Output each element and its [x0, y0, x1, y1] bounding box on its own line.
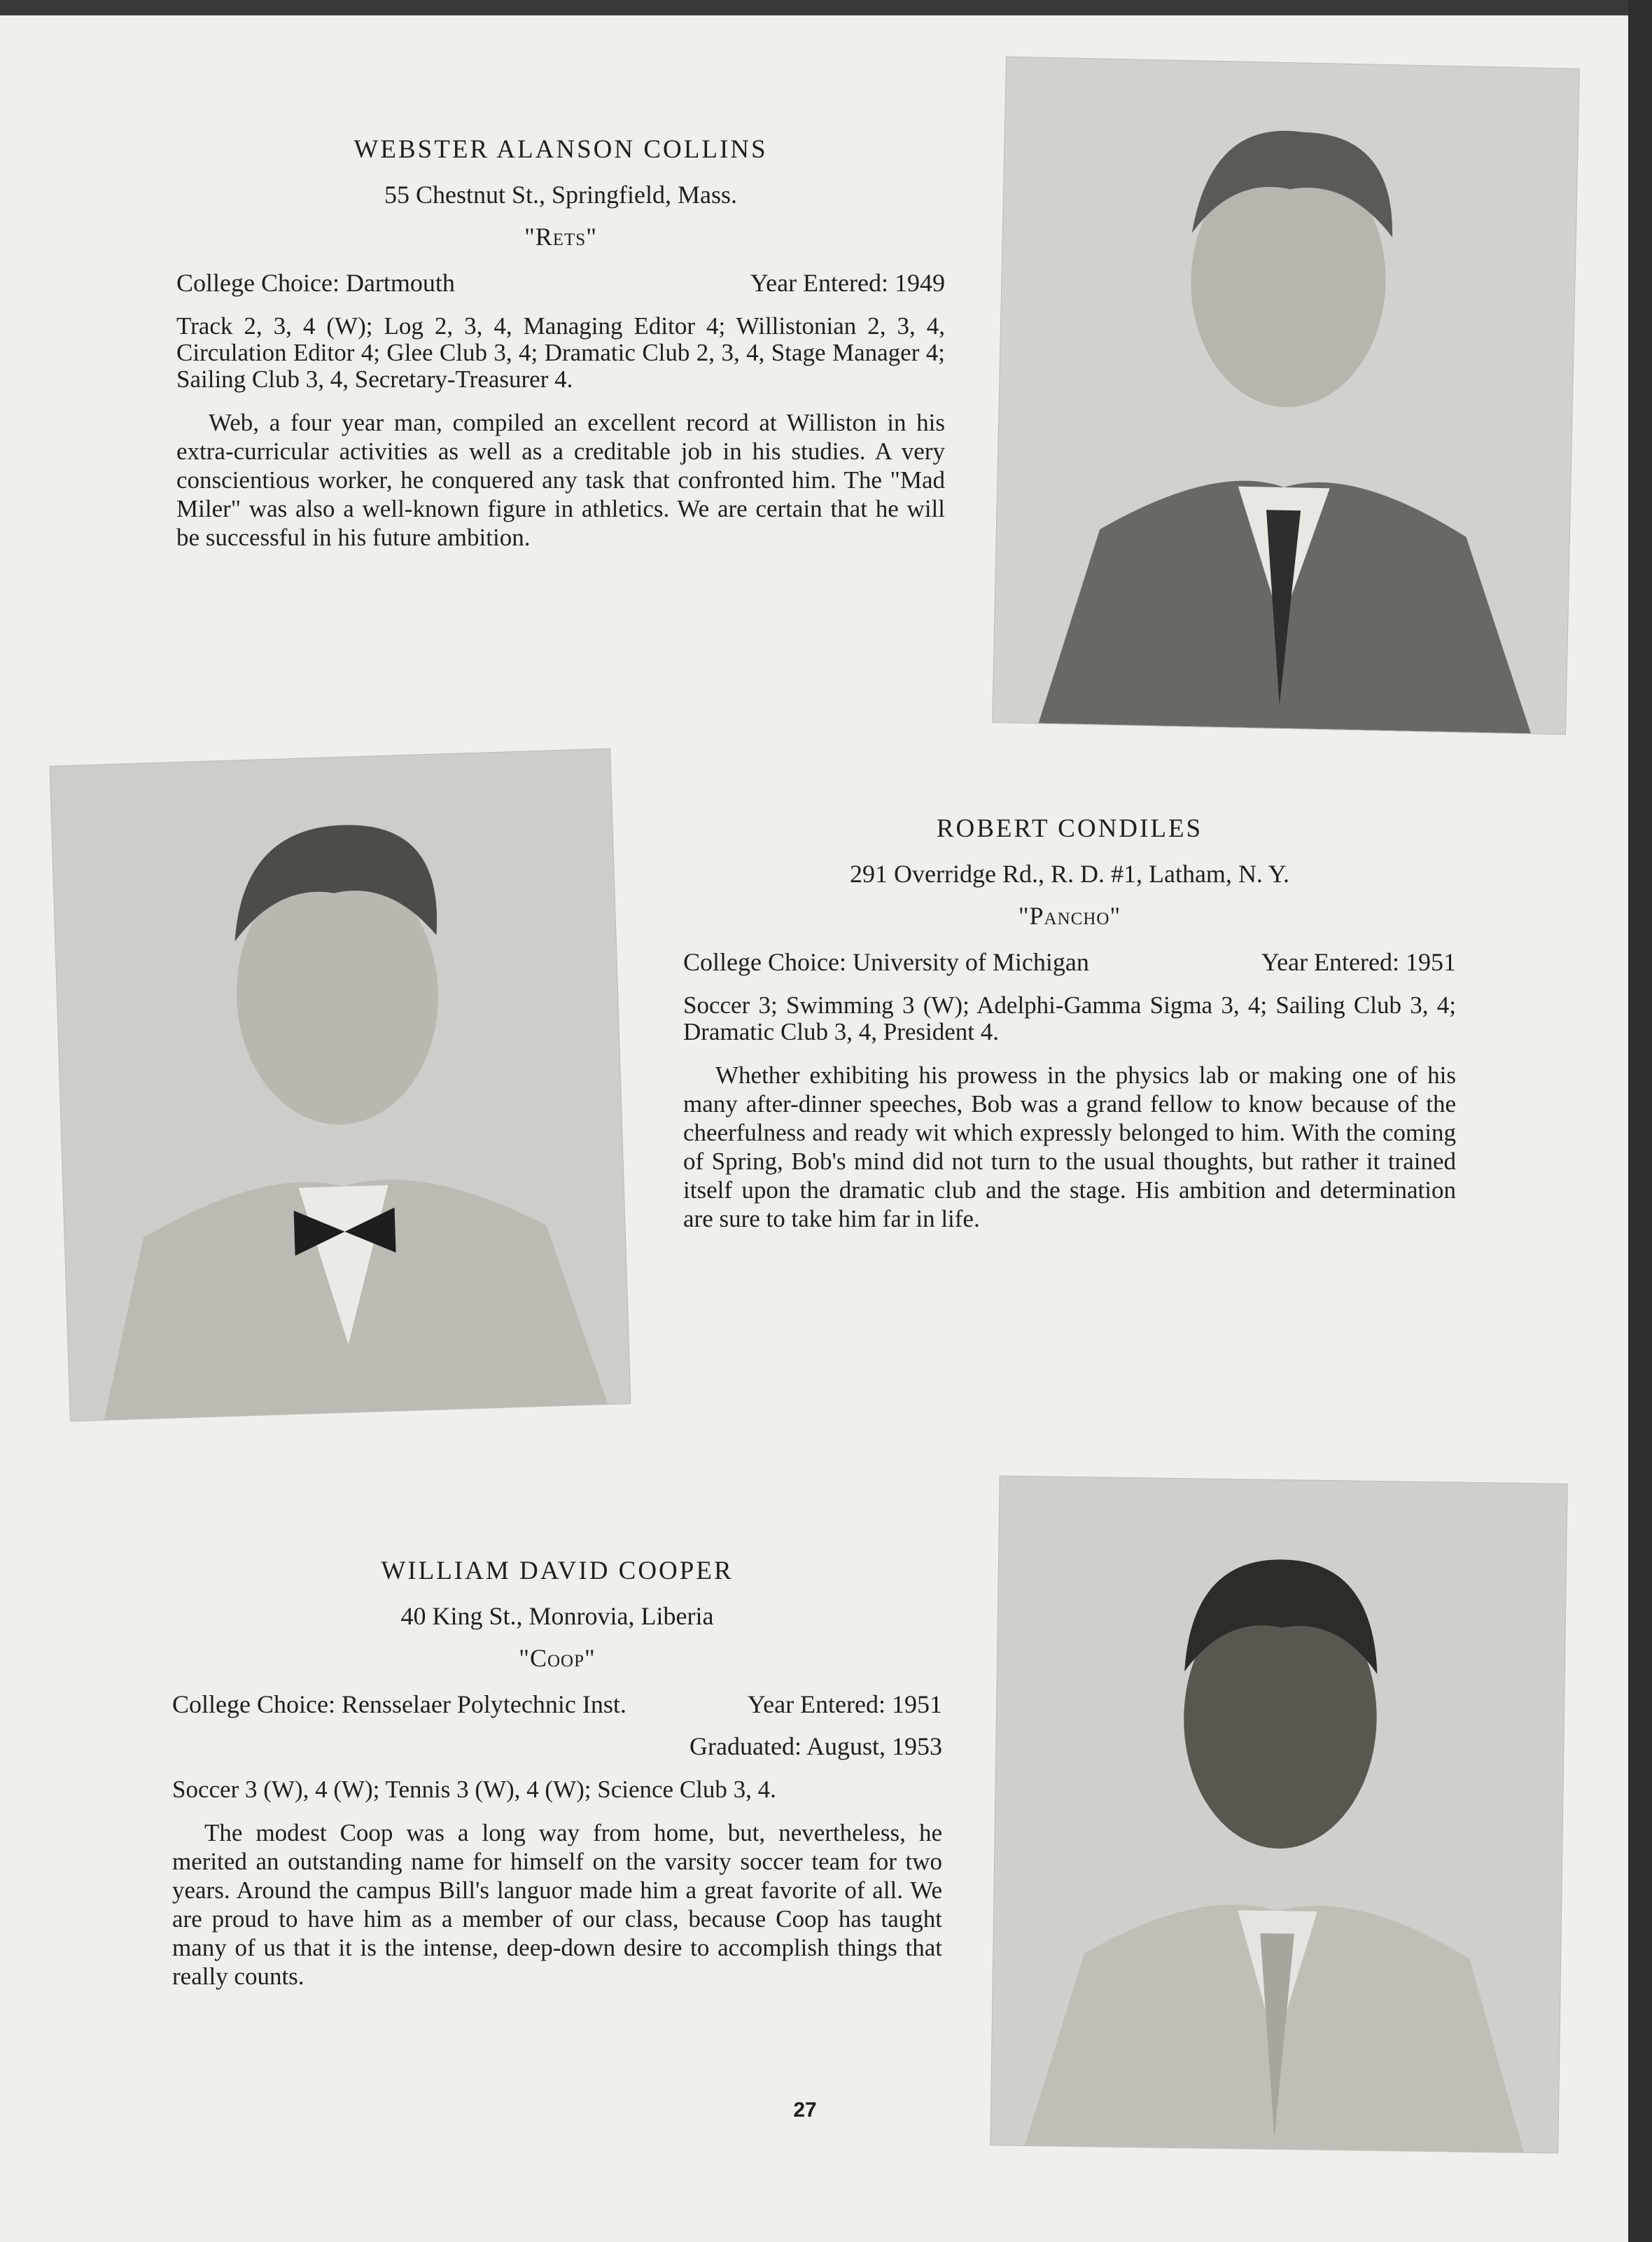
biography-paragraph: The modest Coop was a long way from home, but, nevertheless, he merited an outstanding name for himself on the varsity soccer team for two years. Around the campus Bill's languor made him a great favorite of all. We are proud to have him as a member of our class, because Coop has taught many of us that it is the intense, deep-down desire to accomplish things that really counts.: [172, 1819, 942, 1990]
college-year-row: [683, 947, 1456, 977]
activities: Soccer 3 (W), 4 (W); Tennis 3 (W), 4 (W); Science Club 3, 4.: [172, 1776, 776, 1803]
senior-portrait-photo: [993, 57, 1579, 734]
portrait-photo-icon: [993, 57, 1579, 734]
college-year-row: [172, 1690, 942, 1719]
senior-address: 291 Overridge Rd., R. D. #1, Latham, N. Y.: [850, 860, 1289, 888]
scan-right-edge: [1628, 0, 1652, 2242]
senior-entry-cooper: [172, 1556, 942, 1991]
scan-top-edge: [0, 0, 1652, 15]
activities: Track 2, 3, 4 (W); Log 2, 3, 4, Managing Editor 4; Willistonian 2, 3, 4, Circulation Editor 4; Glee Club 3, 4; Dramatic Club 2, 3, 4, Stage Manager 4; Sailing Club 3, 4, Secretary-Treasurer 4.: [176, 312, 945, 393]
senior-address: 55 Chestnut St., Springfield, Mass.: [384, 181, 738, 209]
senior-portrait-photo: [50, 749, 631, 1421]
graduated-date: Graduated: August, 1953: [690, 1732, 942, 1760]
college-choice: College Choice: University of Michigan: [683, 948, 1089, 976]
page-number: 27: [793, 2098, 817, 2122]
senior-entry-collins: [176, 134, 945, 552]
portrait-photo-icon: [990, 1476, 1567, 2152]
senior-portrait-photo: [990, 1476, 1567, 2152]
senior-entry-condiles: [683, 814, 1456, 1233]
senior-nickname: "Rets": [524, 223, 597, 251]
year-entered: Year Entered: 1949: [750, 269, 945, 297]
year-entered: Year Entered: 1951: [747, 1690, 942, 1718]
senior-nickname: "Pancho": [1018, 902, 1121, 930]
senior-name: ROBERT CONDILES: [936, 814, 1203, 843]
yearbook-page: [0, 15, 1628, 2242]
activities: Soccer 3; Swimming 3 (W); Adelphi-Gamma Sigma 3, 4; Sailing Club 3, 4; Dramatic Club 3, 4, President 4.: [683, 991, 1456, 1045]
college-year-row: [176, 268, 945, 298]
biography-paragraph: Whether exhibiting his prowess in the physics lab or making one of his many after-dinner speeches, Bob was a grand fellow to know because of the cheerfulness and ready wit which expressly belonged to him. With the coming of Spring, Bob's mind did not turn to the usual thoughts, but rather it trained itself upon the dramatic club and the stage. His ambition and determination are sure to take him far in life.: [683, 1061, 1456, 1232]
senior-name: WILLIAM DAVID COOPER: [381, 1557, 734, 1585]
biography-paragraph: Web, a four year man, compiled an excellent record at Williston in his extra-curricular activities as well as a creditable job in his studies. A very conscientious worker, he conquered any task that confronted him. The "Mad Miler" was also a well-known figure in athletics. We are certain that he will be successful in his future ambition.: [176, 409, 945, 551]
senior-address: 40 King St., Monrovia, Liberia: [400, 1602, 714, 1630]
senior-name: WEBSTER ALANSON COLLINS: [354, 135, 768, 164]
portrait-photo-icon: [50, 749, 631, 1421]
year-entered: Year Entered: 1951: [1261, 948, 1456, 976]
college-choice: College Choice: Dartmouth: [176, 269, 455, 297]
senior-nickname: "Coop": [519, 1644, 596, 1672]
college-choice: College Choice: Rensselaer Polytechnic Inst.: [172, 1690, 626, 1718]
